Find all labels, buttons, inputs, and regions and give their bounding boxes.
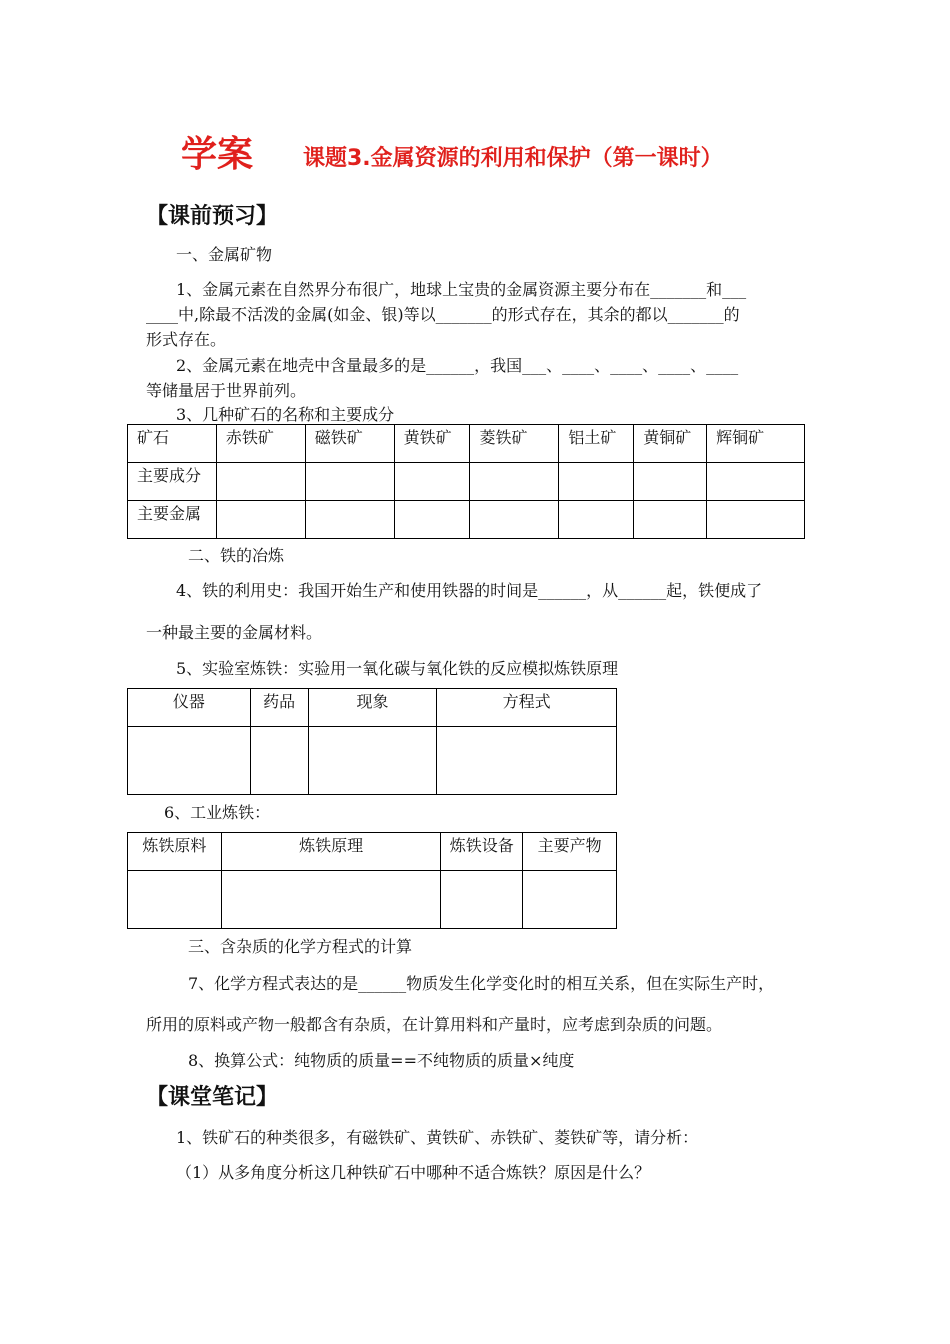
ore-table-cell[interactable] xyxy=(559,501,634,539)
industrial-table-header-cell: 主要产物 xyxy=(523,833,617,871)
question-4-line-1: 4、铁的利用史：我国开始生产和使用铁器的时间是______，从______起，铁便成了 xyxy=(176,581,763,600)
ore-table-cell[interactable] xyxy=(394,463,470,501)
ore-table-cell[interactable] xyxy=(470,501,559,539)
ore-table-cell[interactable] xyxy=(707,463,805,501)
lab-table-header-cell: 仪器 xyxy=(128,689,251,727)
ore-table-header-cell: 黄铜矿 xyxy=(634,425,707,463)
note-1-sub: （1）从多角度分析这几种铁矿石中哪种不适合炼铁？原因是什么？ xyxy=(176,1163,651,1182)
ore-table-cell[interactable] xyxy=(216,463,305,501)
ore-table-cell[interactable] xyxy=(634,501,707,539)
ore-table-cell[interactable] xyxy=(470,463,559,501)
ore-table-header-cell: 黄铁矿 xyxy=(394,425,470,463)
ore-table-row-label: 主要成分 xyxy=(128,463,217,501)
question-7-line-1: 7、化学方程式表达的是______物质发生化学变化时的相互关系，但在实际生产时， xyxy=(188,974,775,993)
section-heading-class-notes: 【课堂笔记】 xyxy=(146,1085,279,1110)
subsection-title-iron-smelting: 二、铁的冶炼 xyxy=(188,546,285,565)
lab-table-cell[interactable] xyxy=(437,727,617,795)
industrial-smelting-table xyxy=(127,832,617,929)
subsection-title-impurity-calculation: 三、含杂质的化学方程式的计算 xyxy=(188,937,413,956)
ore-table-header-cell: 辉铜矿 xyxy=(707,425,805,463)
lab-table-cell[interactable] xyxy=(128,727,251,795)
question-1-line-3: 形式存在。 xyxy=(146,330,227,349)
ore-table-cell[interactable] xyxy=(634,463,707,501)
question-5: 5、实验室炼铁：实验用一氧化碳与氧化铁的反应模拟炼铁原理 xyxy=(176,659,619,678)
lab-table-row xyxy=(128,727,617,795)
ore-table-row-label: 主要金属 xyxy=(128,501,217,539)
industrial-table-header-cell: 炼铁原理 xyxy=(221,833,441,871)
ore-table-header-cell: 赤铁矿 xyxy=(216,425,305,463)
ore-table-row xyxy=(128,463,805,501)
section-heading-pre-study: 【课前预习】 xyxy=(146,204,279,229)
title-sub: 课题3.金属资源的利用和保护（第一课时） xyxy=(303,146,723,171)
industrial-table-header-cell: 炼铁设备 xyxy=(441,833,523,871)
industrial-table-header-row xyxy=(128,833,617,871)
lab-table-cell[interactable] xyxy=(308,727,437,795)
ore-table-cell[interactable] xyxy=(305,501,394,539)
ore-table-header-cell: 菱铁矿 xyxy=(470,425,559,463)
lab-table-header-cell: 药品 xyxy=(250,689,308,727)
title-main: 学案 xyxy=(181,134,254,175)
ore-table-cell[interactable] xyxy=(707,501,805,539)
question-2-line-2: 等储量居于世界前列。 xyxy=(146,381,307,400)
subsection-title-metal-minerals: 一、金属矿物 xyxy=(176,245,273,264)
ore-table-header-cell: 磁铁矿 xyxy=(305,425,394,463)
lab-table-header-cell: 方程式 xyxy=(437,689,617,727)
note-1: 1、铁矿石的种类很多，有磁铁矿、黄铁矿、赤铁矿、菱铁矿等，请分析： xyxy=(176,1128,699,1147)
ore-table-cell[interactable] xyxy=(394,501,470,539)
industrial-table-cell[interactable] xyxy=(128,871,222,929)
question-7-line-2: 所用的原料或产物一般都含有杂质，在计算用料和产量时，应考虑到杂质的问题。 xyxy=(146,1015,723,1034)
industrial-table-cell[interactable] xyxy=(221,871,441,929)
ore-table-header-cell: 铝土矿 xyxy=(559,425,634,463)
industrial-table-row xyxy=(128,871,617,929)
industrial-table-cell[interactable] xyxy=(523,871,617,929)
lab-table-header-cell: 现象 xyxy=(308,689,437,727)
ore-table-cell[interactable] xyxy=(216,501,305,539)
question-1-line-2: ____中,除最不活泼的金属(如金、银)等以_______的形式存在，其余的都以_______的 xyxy=(146,305,740,324)
ore-table-header-cell: 矿石 xyxy=(128,425,217,463)
ore-table xyxy=(127,424,805,539)
ore-table-row xyxy=(128,501,805,539)
lab-table-header-row xyxy=(128,689,617,727)
question-8: 8、换算公式：纯物质的质量==不纯物质的质量×纯度 xyxy=(188,1051,575,1070)
question-4-line-2: 一种最主要的金属材料。 xyxy=(146,623,323,642)
ore-table-cell[interactable] xyxy=(305,463,394,501)
lab-smelting-table xyxy=(127,688,617,795)
lab-table-cell[interactable] xyxy=(250,727,308,795)
question-6: 6、工业炼铁： xyxy=(164,803,271,822)
ore-table-cell[interactable] xyxy=(559,463,634,501)
industrial-table-header-cell: 炼铁原料 xyxy=(128,833,222,871)
question-2-line-1: 2、金属元素在地壳中含量最多的是______，我国___、____、____、____、____ xyxy=(176,356,739,375)
question-1-line-1: 1、金属元素在自然界分布很广，地球上宝贵的金属资源主要分布在_______和___ xyxy=(176,280,747,299)
industrial-table-cell[interactable] xyxy=(441,871,523,929)
ore-table-header-row xyxy=(128,425,805,463)
question-3: 3、几种矿石的名称和主要成分 xyxy=(176,405,395,424)
